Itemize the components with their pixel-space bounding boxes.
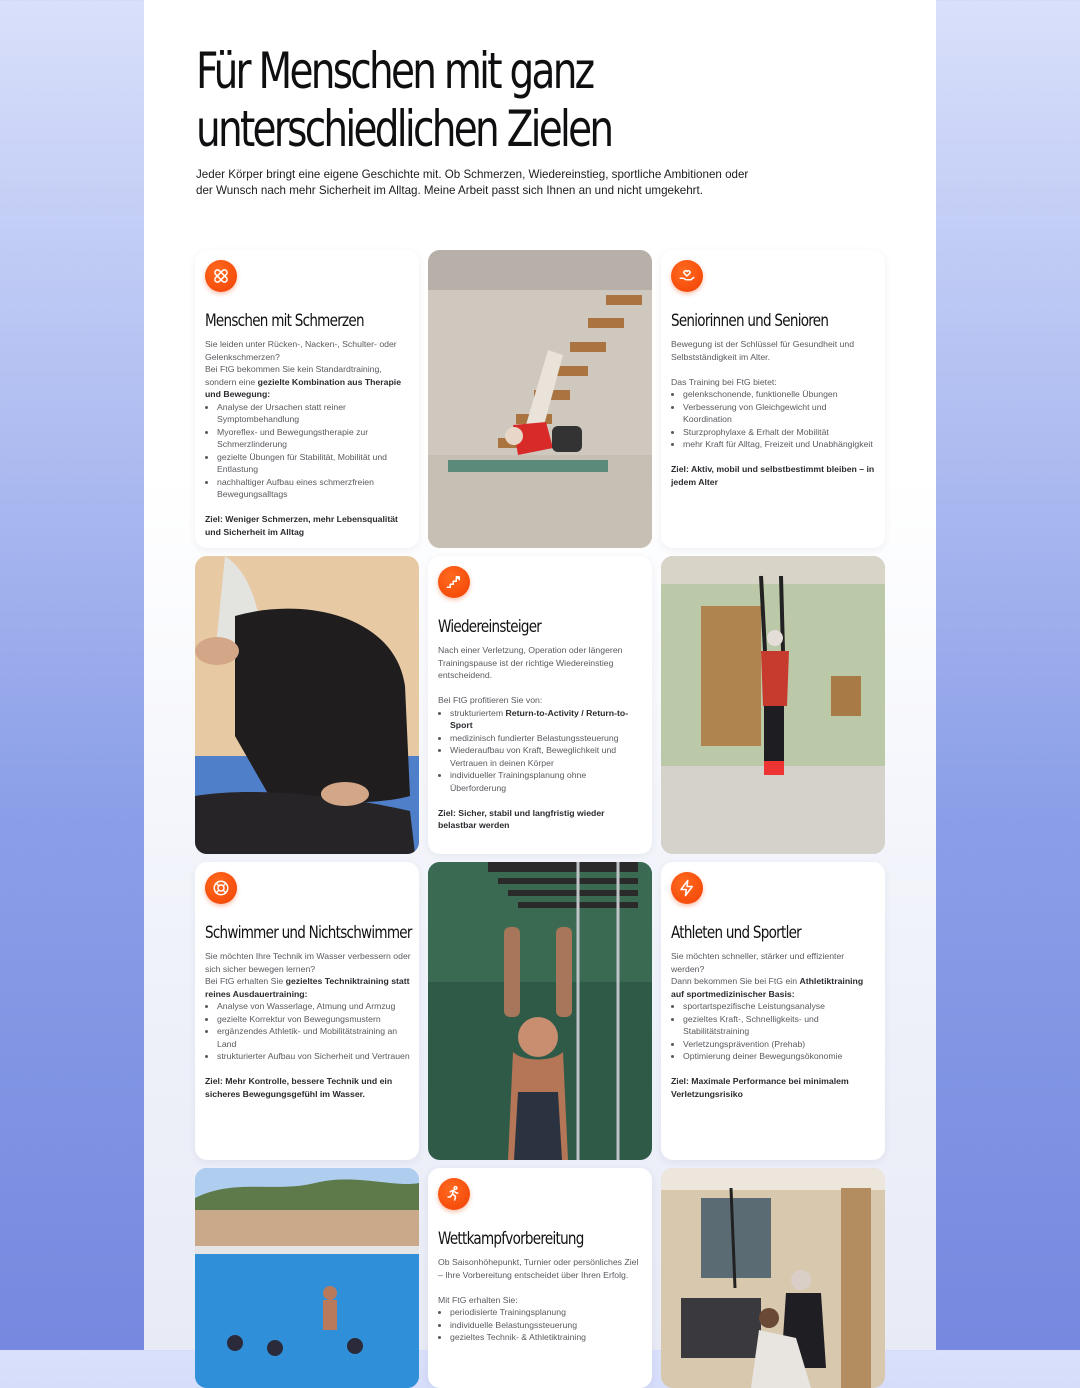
card-title: Wiedereinsteiger — [438, 617, 542, 636]
card-body — [438, 644, 644, 832]
runner-icon — [438, 1178, 470, 1210]
card-body — [205, 338, 411, 538]
card-text: Nach einer Verletzung, Operation oder längeren Trainingspause ist der richtige Wiedereinstieg entscheidend. — [438, 645, 623, 680]
card-body — [205, 950, 411, 1100]
card-goal: Ziel: Mehr Kontrolle, bessere Technik und ein sicheres Bewegungsgefühl im Wasser. — [205, 1076, 393, 1099]
photo-sling-training — [661, 556, 885, 854]
page-title: Für Menschen mit ganz unterschiedlichen Zielen — [196, 42, 612, 158]
card-text: Sie möchten schneller, stärker und effizienter werden? — [671, 951, 845, 974]
list-item: • Verletzungsprävention (Prehab) — [683, 1038, 877, 1051]
list-item: • mehr Kraft für Alltag, Freizeit und Unabhängigkeit — [683, 438, 877, 451]
lifebuoy-icon — [205, 872, 237, 904]
list-item: • periodisierte Trainingsplanung — [450, 1306, 644, 1319]
list-item: • gezielte Übungen für Stabilität, Mobilität und Entlastung — [217, 451, 411, 476]
card-body — [438, 1256, 644, 1344]
list-item: • Analyse der Ursachen statt reiner Symptombehandlung — [217, 401, 411, 426]
list-item: • Analyse von Wasserlage, Atmung und Armzug — [217, 1000, 411, 1013]
list-item: • Sturzprophylaxe & Erhalt der Mobilität — [683, 426, 877, 439]
card-return — [428, 556, 652, 854]
photo-therapy — [195, 556, 419, 854]
intro-text: Jeder Körper bringt eine eigene Geschichte mit. Ob Schmerzen, Wiedereinstieg, sportliche Ambitionen oder der Wunsch nach mehr Sicherheit im Alltag. Meine Arbeit passt sich Ihnen an und nicht umgekehrt. — [196, 168, 749, 197]
card-title: Athleten und Sportler — [671, 923, 802, 942]
heart-hand-icon — [671, 260, 703, 292]
card-pain — [195, 250, 419, 548]
bandage-icon — [205, 260, 237, 292]
card-goal: Ziel: Aktiv, mobil und selbstbestimmt bleiben – in jedem Alter — [671, 464, 875, 487]
card-text: Sie leiden unter Rücken-, Nacken-, Schulter- oder Gelenkschmerzen? — [205, 339, 397, 362]
list-item: • gelenkschonende, funktionelle Übungen — [683, 388, 877, 401]
target-groups-grid — [195, 250, 885, 1350]
photo-stairs-exercise — [428, 250, 652, 548]
list-item: • strukturiertem Return-to-Activity / Return-to-Sport — [450, 707, 644, 732]
card-swim — [195, 862, 419, 1160]
list-item: • gezielte Korrektur von Bewegungsmustern — [217, 1013, 411, 1026]
card-list — [438, 1306, 644, 1344]
list-item: • ergänzendes Athletik- und Mobilitätstraining an Land — [217, 1025, 411, 1050]
card-text: Bei FtG erhalten Sie gezieltes Techniktraining statt reines Ausdauertraining: — [205, 976, 410, 999]
card-list — [671, 1000, 877, 1063]
card-athletes — [661, 862, 885, 1160]
photo-pool — [195, 1168, 419, 1388]
list-item: • individueller Trainingsplanung ohne Überforderung — [450, 769, 644, 794]
list-item: • strukturierter Aufbau von Sicherheit und Vertrauen — [217, 1050, 411, 1063]
card-title: Schwimmer und Nichtschwimmer — [205, 923, 412, 942]
page-panel — [144, 0, 936, 1350]
card-text: Bei FtG profitieren Sie von: — [438, 695, 543, 705]
card-text: Das Training bei FtG bietet: — [671, 376, 777, 387]
card-text: Bewegung ist der Schlüssel für Gesundheit und Selbstständigkeit im Alter. — [671, 339, 855, 362]
card-text: Ob Saisonhöhepunkt, Turnier oder persönliches Ziel – Ihre Vorbereitung entscheidet über Ihren Erfolg. — [438, 1257, 639, 1280]
card-body — [671, 338, 877, 488]
photo-obstacle-race — [428, 862, 652, 1160]
list-item: • individuelle Belastungssteuerung — [450, 1319, 644, 1332]
stairs-icon — [438, 566, 470, 598]
card-list — [205, 1000, 411, 1063]
lightning-icon — [671, 872, 703, 904]
card-body — [671, 950, 877, 1100]
list-item: • medizinisch fundierter Belastungssteuerung — [450, 732, 644, 745]
card-list — [438, 707, 644, 795]
card-seniors — [661, 250, 885, 548]
card-goal: Ziel: Sicher, stabil und langfristig wieder belastbar werden — [438, 807, 605, 830]
card-list — [671, 388, 877, 451]
card-list — [205, 401, 411, 501]
card-goal: Ziel: Maximale Performance bei minimalem Verletzungsrisiko — [671, 1076, 849, 1099]
card-text: Sie möchten Ihre Technik im Wasser verbessern oder sich sicher bewegen lernen? — [205, 951, 411, 974]
card-text: Dann bekommen Sie bei FtG ein Athletiktraining auf sportmedizinischer Basis: — [671, 976, 864, 999]
list-item: • gezieltes Kraft-, Schnelligkeits- und Stabilitätstraining — [683, 1013, 877, 1038]
card-title: Wettkampfvorbereitung — [438, 1229, 584, 1248]
list-item: • nachhaltiger Aufbau eines schmerzfreien Bewegungsalltags — [217, 476, 411, 501]
photo-coaching — [661, 1168, 885, 1388]
card-title: Seniorinnen und Senioren — [671, 311, 829, 330]
card-text: Mit FtG erhalten Sie: — [438, 1294, 518, 1305]
list-item: • Myoreflex- und Bewegungstherapie zur Schmerzlinderung — [217, 426, 411, 451]
card-goal: Ziel: Weniger Schmerzen, mehr Lebensqualität und Sicherheit im Alltag — [205, 514, 398, 537]
list-item: • gezieltes Technik- & Athletiktraining — [450, 1331, 644, 1344]
list-item: • Verbesserung von Gleichgewicht und Koordination — [683, 401, 877, 426]
card-title: Menschen mit Schmerzen — [205, 311, 364, 330]
list-item: • Optimierung deiner Bewegungsökonomie — [683, 1050, 877, 1063]
card-text: Bei FtG bekommen Sie kein Standardtraining, sondern eine gezielte Kombination aus Therapie und Bewegung: — [205, 364, 402, 399]
list-item: • Wiederaufbau von Kraft, Beweglichkeit und Vertrauen in deinen Körper — [450, 744, 644, 769]
card-competition — [428, 1168, 652, 1388]
list-item: • sportartspezifische Leistungsanalyse — [683, 1000, 877, 1013]
